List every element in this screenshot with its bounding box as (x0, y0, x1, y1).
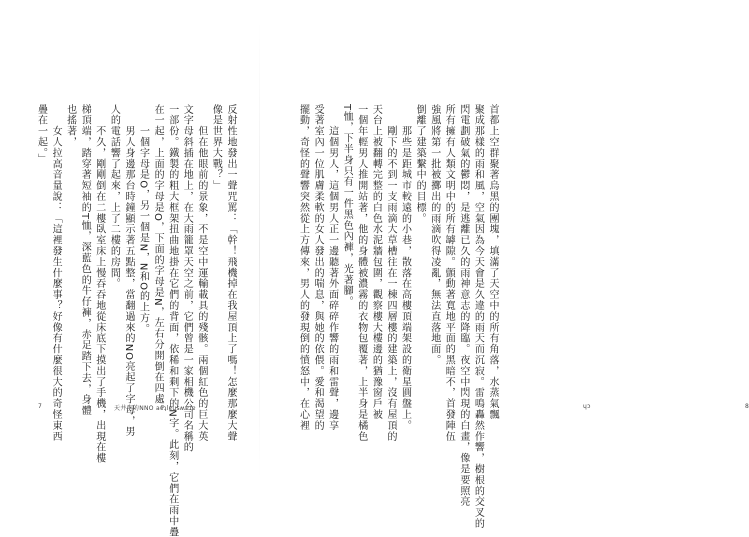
text-column: 反射性地發出一聲咒罵：「幹！飛機掉在我屋頂上了嗎！怎麼那麼大聲 (225, 104, 236, 442)
text-column: 一個年輕男人推開站著，他的身體被濃霧的衣物包覆著，上半身是橘色 (355, 104, 367, 442)
text-column: 聚成那樣的雨和風，空氣因為今天會是久違的雨天而沉寂。雷鳴轟然作響，樹根的交叉的 (472, 104, 484, 530)
text-column: 擺動，奇怪的聲響突然從上方傳來，男人的發現倒的憤怒中，在心裡 (297, 104, 309, 431)
left-page (0, 0, 260, 537)
text-column: T恤，下半身只有一件黑色內褲，光著腳。 (341, 104, 353, 308)
text-column: 那些是距城市較遠的小巷，散落在高樓頂端架設的衛星圓盤上。 (399, 104, 411, 431)
text-column: 像是世界大戰？」 (210, 104, 222, 192)
text-column: 強風將第一批被擲出的雨滴吹得凌亂，無法直落地面。 (428, 104, 440, 366)
text-column: 所有擁有人類文明中的所有罅隙。顫動著寬地平面的黑暗不，首發陣伍 (443, 104, 455, 442)
text-column: 也搖著， (64, 104, 76, 148)
text-column: 梯頂端，踏穿著短袖的T恤，深藍色的牛仔褲，赤足踏下去，身體 (79, 104, 91, 417)
text-column: 不久，剛剛倒在二樓臥室床上慢吞吞地從床底下摸出了手機，出現在樓 (93, 104, 105, 464)
text-column: 在一起，上面的字母是O，下面的字母是N，左右分開倒在四處。 (152, 104, 164, 416)
page-number: 7 (38, 403, 43, 410)
running-head: 天井上的NNO aɐʇlɐɥsʍɐɹɐ (114, 405, 196, 412)
right-page (260, 0, 749, 530)
text-column: 剛下的不到一支雨滴大草槽往在一棟四層樓的建築上，沒有屋頂的 (384, 104, 396, 442)
text-column: 這個男人，這個男人正一邊聽著外面碎碎作響的雨和雷聲，邊享 (326, 104, 338, 431)
text-column: 疊在一起。」 (35, 104, 47, 165)
text-column: 但在他眼前的景象，不是空中運輸載具的殘骸。兩個紅色的巨大英 (195, 104, 207, 442)
text-column: 文字母斜插在地上，在大雨籠罩天空之前，它們曾是一家相機公司名稱的 (181, 104, 193, 453)
running-head: ɥɔ (583, 403, 591, 410)
text-column: 首都上空群聚著烏黑的團塊，填滿了天空中的所有角落，水蒸氣飄 (487, 104, 498, 421)
text-column: 天台上被翻轉完整的白色水泥牆包圍，觀察樓大樓邊的猶豫窗戶被 (370, 104, 382, 421)
right-text-block (294, 104, 498, 530)
page-number: 8 (745, 403, 749, 410)
text-column: 倒離了建築繫中的目標。 (414, 104, 426, 224)
text-column: 男人身邊那台時鐘顯示著五點整，當翻過來的NO亮起了字母，男 (122, 104, 134, 438)
text-column: 女人拉高音量說：「這裡發生什麼事？好像有什麼很大的奇怪東西 (50, 104, 62, 442)
text-column: 閃電劃破氣的鬱悶，是逃離已久的雨神意志的降臨。夜空中閃現的白畫，像是要照亮 (457, 104, 469, 508)
text-column: 一個字母是O，另一個是N，N和O的上方。 (137, 104, 149, 335)
text-column: 受著室內一位肌膚柔軟的女人發出的喘息，與她的依偎。愛和渴望的 (312, 104, 324, 431)
text-column: 一部份。鐵製的粗大框架扭曲地掛在它們的背面，依稀和剩下的N字。此刻，它們在雨中疊 (166, 104, 178, 537)
text-column: 人的電話響了起來，上了二樓的房間。 (108, 104, 120, 290)
